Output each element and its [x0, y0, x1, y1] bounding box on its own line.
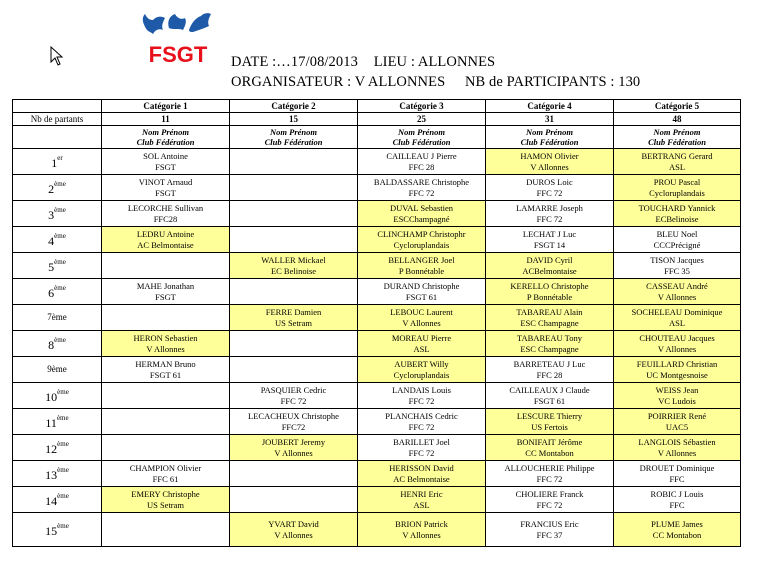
- result-cell: [614, 409, 741, 435]
- rider-club: FFC 61: [152, 473, 179, 484]
- rider-name: HENRI Eric: [400, 488, 443, 499]
- rider-club: AC Belmontaise: [393, 473, 450, 484]
- rider-name: CHAMPION Olivier: [129, 462, 202, 473]
- place-number: 6: [48, 285, 55, 300]
- rider-name: PASQUIER Cedric: [260, 384, 327, 395]
- place-number: 15: [45, 523, 58, 538]
- rider-name: TISON Jacques: [650, 254, 704, 265]
- category-5-header: Catégorie 5: [614, 100, 741, 113]
- place-number: 2: [48, 181, 55, 196]
- club-label: Club Fédération: [392, 137, 451, 147]
- header-line-2: [231, 74, 640, 91]
- rider-name: BERTRANG Gerard: [641, 150, 713, 161]
- name-label: Nom Prénom: [398, 127, 445, 137]
- rider-name: AUBERT Willy: [394, 358, 449, 369]
- column-label: [486, 126, 614, 149]
- rider-name: MOREAU Pierre: [391, 332, 452, 343]
- place-cell: [13, 487, 102, 513]
- rider-club: ASL: [413, 343, 430, 354]
- rider-club: ECBelinoise: [655, 213, 699, 224]
- result-cell: [486, 513, 614, 547]
- category-1-starters: 11: [102, 113, 230, 126]
- rider-name: PLUME James: [651, 518, 703, 529]
- table-row: [13, 513, 741, 547]
- result-cell: [614, 383, 741, 409]
- rider-name: CASSEAU André: [646, 280, 708, 291]
- event-date: DATE :…17/08/2013: [231, 54, 358, 70]
- rider-club: CC Montabon: [652, 529, 702, 540]
- result-cell: [486, 149, 614, 175]
- rider-club: V Allonnes: [530, 161, 569, 172]
- place-cell: [13, 149, 102, 175]
- rider-name: PLANCHAIS Cedric: [385, 410, 458, 421]
- result-cell: [358, 487, 486, 513]
- result-cell: [102, 149, 230, 175]
- rider-club: ESCChampagné: [393, 213, 450, 224]
- place-cell: [13, 201, 102, 227]
- rider-name: LECHAT J Luc: [522, 228, 577, 239]
- rider-club: FFC 72: [408, 447, 435, 458]
- rider-club: FFC 72: [280, 395, 307, 406]
- rider-club: FSGT: [155, 187, 176, 198]
- rider-name: CHOLIERE Franck: [515, 488, 584, 499]
- category-2-header: Catégorie 2: [230, 100, 358, 113]
- result-cell: [102, 331, 230, 357]
- starters-count-row: [13, 113, 741, 126]
- result-cell: [486, 253, 614, 279]
- rider-name: BELLANGER Joel: [388, 254, 455, 265]
- rider-name: PROU Pascal: [653, 176, 701, 187]
- result-cell: [102, 513, 230, 547]
- result-cell: [614, 357, 741, 383]
- category-header-row: [13, 100, 741, 113]
- place-suffix: ème: [54, 231, 66, 240]
- result-cell: [486, 331, 614, 357]
- rider-club: P Bonnétable: [526, 291, 573, 302]
- blank-label-cell: [13, 126, 102, 149]
- result-cell: [230, 383, 358, 409]
- rider-name: DROUET Dominique: [639, 462, 715, 473]
- rider-club: P Bonnétable: [398, 265, 445, 276]
- rider-club: ESC Champagne: [520, 343, 579, 354]
- table-row: [13, 409, 741, 435]
- rider-club: AC Belmontaise: [137, 239, 194, 250]
- rider-club: FSGT 61: [405, 291, 438, 302]
- results-table: [12, 99, 741, 547]
- rider-name: LEBOUC Laurent: [390, 306, 453, 317]
- rider-name: TABAREAU Alain: [516, 306, 583, 317]
- result-cell: [486, 305, 614, 331]
- result-cell: [230, 253, 358, 279]
- rider-club: V Allonnes: [146, 343, 185, 354]
- fsgt-logo: [137, 10, 219, 66]
- name-label: Nom Prénom: [653, 127, 701, 137]
- category-2-starters: 15: [230, 113, 358, 126]
- place-cell: [13, 383, 102, 409]
- result-cell: [230, 279, 358, 305]
- place-cell: [13, 331, 102, 357]
- result-cell: [358, 435, 486, 461]
- result-cell: [358, 409, 486, 435]
- result-cell: [102, 175, 230, 201]
- rider-club: Cycloruplandais: [393, 239, 450, 250]
- place-suffix: ème: [54, 257, 66, 266]
- club-label: Club Fédération: [136, 137, 195, 147]
- place-suffix: ème: [54, 283, 66, 292]
- result-cell: [102, 409, 230, 435]
- table-row: [13, 487, 741, 513]
- rider-club: FFC72: [281, 421, 306, 432]
- rider-club: CCCPrécigné: [653, 239, 701, 250]
- column-label-row: [13, 126, 741, 149]
- logo-figures: [143, 13, 211, 34]
- place-cell: [13, 279, 102, 305]
- place-suffix: ème: [57, 521, 69, 530]
- rider-club: V Allonnes: [402, 529, 441, 540]
- rider-name: ROBIC J Louis: [650, 488, 704, 499]
- rider-club: ASL: [668, 317, 686, 328]
- result-cell: [486, 487, 614, 513]
- place-number: 1: [51, 155, 58, 170]
- rider-club: V Allonnes: [657, 447, 697, 458]
- rider-name: ALLOUCHERIE Philippe: [504, 462, 595, 473]
- result-cell: [614, 201, 741, 227]
- rider-club: V Allonnes: [402, 317, 441, 328]
- rider-club: FSGT: [155, 291, 176, 302]
- rider-name: BRION Patrick: [395, 518, 448, 529]
- result-cell: [102, 487, 230, 513]
- place-suffix: ème: [57, 387, 69, 396]
- result-cell: [358, 357, 486, 383]
- rider-name: HAMON Olivier: [520, 150, 579, 161]
- rider-club: FFC 28: [536, 369, 563, 380]
- table-row: [13, 305, 741, 331]
- result-cell: [614, 487, 741, 513]
- rider-club: US Setram: [274, 317, 313, 328]
- result-cell: [486, 461, 614, 487]
- place-number: 11: [45, 415, 57, 430]
- rider-club: UAC5: [665, 421, 689, 432]
- rider-club: ESC Champagne: [520, 317, 579, 328]
- column-label: [102, 126, 230, 149]
- place-suffix: ème: [54, 335, 66, 344]
- rider-club: FFC 72: [408, 395, 435, 406]
- rider-name: DURAND Christophe: [383, 280, 460, 291]
- result-cell: [614, 253, 741, 279]
- rider-name: SOL Antoine: [143, 150, 188, 161]
- rider-name: SOCHELEAU Dominique: [631, 306, 723, 317]
- result-cell: [230, 409, 358, 435]
- event-organizer: ORGANISATEUR : V ALLONNES: [231, 74, 446, 90]
- result-cell: [486, 383, 614, 409]
- result-cell: [102, 357, 230, 383]
- table-row: [13, 435, 741, 461]
- place-number: 4: [48, 233, 55, 248]
- result-cell: [230, 149, 358, 175]
- result-cell: [486, 409, 614, 435]
- place-cell: [13, 175, 102, 201]
- rider-club: FSGT 61: [149, 369, 182, 380]
- name-label: Nom Prénom: [142, 127, 189, 137]
- rider-club: ACBelmontaise: [522, 265, 577, 276]
- rider-club: FFC 72: [408, 187, 435, 198]
- table-row: [13, 175, 741, 201]
- result-cell: [358, 175, 486, 201]
- place-number: 12: [45, 441, 58, 456]
- rider-club: FFC 72: [408, 421, 435, 432]
- result-cell: [102, 305, 230, 331]
- place-suffix: ème: [54, 179, 66, 188]
- place-number: 14: [45, 493, 58, 508]
- rider-club: UC Montgesnoise: [646, 369, 708, 380]
- rider-name: FERRE Damien: [265, 306, 322, 317]
- column-label: [614, 126, 741, 149]
- result-cell: [358, 279, 486, 305]
- table-row: [13, 253, 741, 279]
- rider-club: Cycloruplandais: [649, 187, 705, 198]
- participant-count: NB de PARTICIPANTS : 130: [464, 74, 641, 90]
- result-cell: [358, 149, 486, 175]
- place-number: 7ème: [47, 312, 67, 322]
- rider-club: FFC 72: [536, 187, 563, 198]
- rider-name: FEUILLARD Christian: [636, 358, 718, 369]
- result-cell: [230, 175, 358, 201]
- place-suffix: ème: [54, 205, 66, 214]
- result-cell: [230, 227, 358, 253]
- result-cell: [358, 461, 486, 487]
- place-number: 13: [45, 467, 58, 482]
- column-label: [358, 126, 486, 149]
- rider-name: DUROS Loic: [526, 176, 573, 187]
- table-row: [13, 357, 741, 383]
- rider-club: FSGT 61: [533, 395, 566, 406]
- result-cell: [102, 461, 230, 487]
- category-3-header: Catégorie 3: [358, 100, 486, 113]
- place-number: 8: [48, 337, 55, 352]
- club-label: Club Fédération: [648, 137, 706, 147]
- rider-club: ASL: [413, 499, 430, 510]
- table-row: [13, 383, 741, 409]
- category-1-header: Catégorie 1: [102, 100, 230, 113]
- rider-club: FFC 72: [536, 213, 563, 224]
- rider-club: US Setram: [146, 499, 185, 510]
- rider-name: TOUCHARD Yannick: [638, 202, 716, 213]
- result-cell: [102, 383, 230, 409]
- rider-name: CAILLEAUX J Claude: [509, 384, 590, 395]
- result-cell: [358, 331, 486, 357]
- table-row: [13, 461, 741, 487]
- place-suffix: er: [57, 153, 63, 162]
- result-cell: [486, 279, 614, 305]
- table-row: [13, 279, 741, 305]
- place-number: 9ème: [47, 364, 67, 374]
- rider-name: FRANCIUS Eric: [520, 518, 579, 529]
- rider-name: LAMARRE Joseph: [516, 202, 583, 213]
- rider-club: V Allonnes: [274, 529, 313, 540]
- result-cell: [358, 227, 486, 253]
- rider-name: LECORCHE Sullivan: [127, 202, 204, 213]
- rider-name: CLINCHAMP Christophr: [377, 228, 466, 239]
- rider-name: JOUBERT Jeremy: [261, 436, 326, 447]
- category-4-header: Catégorie 4: [486, 100, 614, 113]
- result-cell: [614, 149, 741, 175]
- result-cell: [486, 357, 614, 383]
- result-cell: [614, 513, 741, 547]
- rider-club: FFC 37: [536, 529, 563, 540]
- table-row: [13, 201, 741, 227]
- result-cell: [230, 487, 358, 513]
- header-line-1: [231, 54, 495, 71]
- mouse-cursor-icon: [50, 46, 64, 66]
- result-cell: [358, 305, 486, 331]
- result-cell: [486, 435, 614, 461]
- rider-name: CAILLEAU J Pierre: [386, 150, 457, 161]
- result-cell: [358, 513, 486, 547]
- result-cell: [102, 227, 230, 253]
- club-label: Club Fédération: [264, 137, 323, 147]
- result-cell: [614, 175, 741, 201]
- column-label: [230, 126, 358, 149]
- place-cell: [13, 305, 102, 331]
- place-number: 10: [45, 389, 58, 404]
- result-cell: [486, 175, 614, 201]
- result-cell: [230, 357, 358, 383]
- result-cell: [486, 227, 614, 253]
- result-cell: [230, 331, 358, 357]
- result-cell: [614, 435, 741, 461]
- result-cell: [230, 513, 358, 547]
- place-cell: [13, 357, 102, 383]
- result-cell: [614, 305, 741, 331]
- rider-club: V Allonnes: [657, 291, 697, 302]
- table-row: [13, 331, 741, 357]
- rider-name: HERMAN Bruno: [135, 358, 196, 369]
- result-cell: [614, 279, 741, 305]
- event-location: LIEU : ALLONNES: [373, 54, 496, 70]
- category-3-starters: 25: [358, 113, 486, 126]
- rider-name: LESCURE Thierry: [516, 410, 583, 421]
- category-5-starters: 48: [614, 113, 741, 126]
- place-number: 5: [48, 259, 55, 274]
- place-suffix: ème: [56, 413, 69, 422]
- rider-name: HERON Sebastien: [133, 332, 198, 343]
- result-cell: [230, 201, 358, 227]
- result-cell: [230, 461, 358, 487]
- club-label: Club Fédération: [520, 137, 579, 147]
- rider-club: ASL: [668, 161, 686, 172]
- rider-club: V Allonnes: [274, 447, 313, 458]
- result-cell: [358, 201, 486, 227]
- rider-name: LANGLOIS Sébastien: [638, 436, 716, 447]
- rider-name: LECACHEUX Christophe: [248, 410, 339, 421]
- place-cell: [13, 253, 102, 279]
- result-cell: [358, 253, 486, 279]
- category-4-starters: 31: [486, 113, 614, 126]
- rider-name: DAVID Cyril: [526, 254, 573, 265]
- name-label: Nom Prénom: [526, 127, 573, 137]
- rider-name: POIRRIER René: [647, 410, 707, 421]
- rider-club: CC Montabon: [525, 447, 574, 458]
- rider-name: BONIFAIT Jérôme: [516, 436, 583, 447]
- place-cell: [13, 227, 102, 253]
- corner-cell: [13, 100, 102, 113]
- rider-name: KERELLO Christophe: [510, 280, 589, 291]
- rider-name: BALDASSARE Christophe: [373, 176, 470, 187]
- rider-club: FFC28: [153, 213, 178, 224]
- result-cell: [102, 201, 230, 227]
- rider-club: FFC: [669, 499, 685, 510]
- rider-club: V Allonnes: [657, 343, 697, 354]
- place-number: 3: [48, 207, 55, 222]
- rider-name: BLEU Noel: [656, 228, 698, 239]
- rider-name: BARILLET Joel: [393, 436, 450, 447]
- rider-club: FSGT: [155, 161, 176, 172]
- rider-club: VC Ludois: [658, 395, 696, 406]
- result-cell: [102, 435, 230, 461]
- table-row: [13, 227, 741, 253]
- place-suffix: ème: [57, 491, 69, 500]
- rider-name: CHOUTEAU Jacques: [639, 332, 715, 343]
- rider-club: FFC: [669, 473, 685, 484]
- rider-club: FFC 72: [536, 473, 563, 484]
- rider-name: YVART David: [268, 518, 319, 529]
- result-cell: [358, 383, 486, 409]
- rider-club: FSGT 14: [533, 239, 566, 250]
- rider-name: MAHE Jonathan: [136, 280, 195, 291]
- place-cell: [13, 435, 102, 461]
- rider-name: EMERY Christophe: [131, 488, 200, 499]
- result-cell: [486, 201, 614, 227]
- rider-name: HERISSON David: [389, 462, 454, 473]
- starters-label: Nb de partants: [13, 113, 102, 126]
- rider-name: VINOT Arnaud: [138, 176, 193, 187]
- place-suffix: ème: [57, 439, 69, 448]
- rider-name: LANDAIS Louis: [392, 384, 451, 395]
- rider-club: Cycloruplandais: [393, 369, 450, 380]
- result-cell: [102, 279, 230, 305]
- result-cell: [614, 461, 741, 487]
- place-cell: [13, 409, 102, 435]
- rider-club: FFC 35: [664, 265, 690, 276]
- place-cell: [13, 461, 102, 487]
- rider-name: TABAREAU Tony: [517, 332, 582, 343]
- result-cell: [614, 331, 741, 357]
- place-cell: [13, 513, 102, 547]
- table-row: [13, 149, 741, 175]
- rider-name: BARRETEAU J Luc: [513, 358, 586, 369]
- result-cell: [102, 253, 230, 279]
- name-label: Nom Prénom: [270, 127, 317, 137]
- result-cell: [614, 227, 741, 253]
- rider-name: WALLER Mickael: [261, 254, 326, 265]
- place-suffix: ème: [57, 465, 69, 474]
- result-cell: [230, 305, 358, 331]
- rider-name: DUVAL Sebastien: [389, 202, 454, 213]
- rider-name: LEDRU Antoine: [136, 228, 195, 239]
- rider-club: US Fertois: [531, 421, 568, 432]
- rider-name: WEISS Jean: [655, 384, 699, 395]
- result-cell: [230, 435, 358, 461]
- rider-club: EC Belinoise: [270, 265, 317, 276]
- rider-club: FFC 72: [536, 499, 563, 510]
- rider-club: FFC 28: [408, 161, 435, 172]
- svg-text:FSGT: FSGT: [148, 42, 208, 66]
